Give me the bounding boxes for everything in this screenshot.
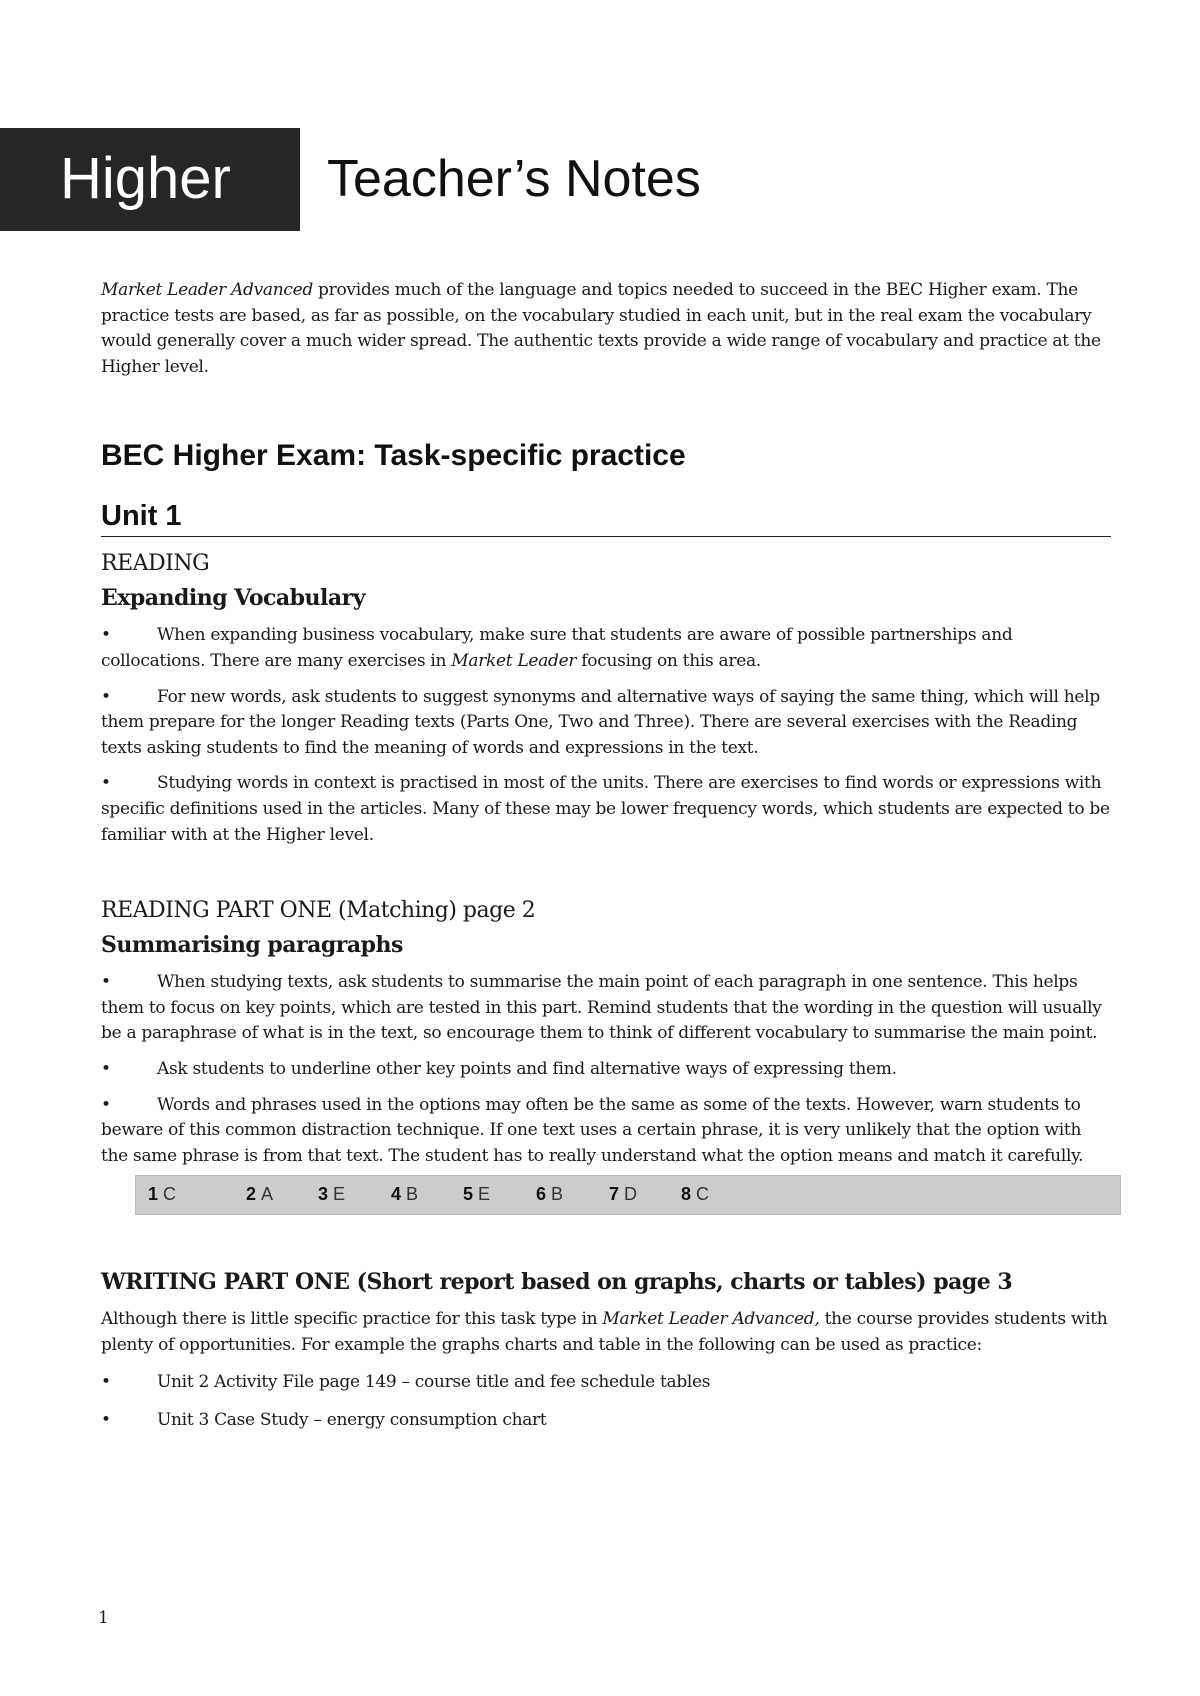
bullet-marker: • xyxy=(101,1058,111,1079)
answer-key xyxy=(135,1175,1121,1215)
reading-heading: READING xyxy=(101,551,210,577)
page-title: Teacher’s Notes xyxy=(327,150,701,208)
writing-part-one-heading: WRITING PART ONE (Short report based on graphs, charts or tables) page 3 xyxy=(101,1269,1013,1296)
answer-item: 3 E xyxy=(318,1184,346,1205)
list-item: • Unit 3 Case Study – energy consumption chart xyxy=(101,1408,1111,1434)
list-item: • For new words, ask students to suggest synonyms and alternative ways of saying the same thing, which will help them prepare for the longer Reading texts (Parts One, Two and Three). There are several exercises with the Reading texts asking students to find the meaning of words and expressions in the text. xyxy=(101,686,1100,758)
intro-paragraph xyxy=(101,278,1111,380)
bullet-marker: • xyxy=(101,773,111,794)
page-number: 1 xyxy=(98,1608,109,1628)
header-band-label: Higher xyxy=(60,146,231,211)
writing-paragraph: Although there is little specific practice for this task type in Market Leader Advanced, the course provides students with plenty of opportunities. For example the graphs charts and table in the following can be used as practice: xyxy=(101,1309,1108,1355)
intro-book-title: Market Leader Advanced xyxy=(101,280,313,300)
answer-item: 4 B xyxy=(391,1184,419,1205)
answer-item: 2 A xyxy=(246,1184,274,1205)
list-item: • Words and phrases used in the options may often be the same as some of the texts. However, warn students to beware of this common distraction technique. If one text uses a certain phrase, it is very unlikely that the option with the same phrase is from that text. The student has to really understand what the option means and match it carefully. xyxy=(101,1094,1084,1166)
answer-item: 7 D xyxy=(609,1184,638,1205)
bullet-marker: • xyxy=(101,972,111,993)
bullet-marker: • xyxy=(101,1372,111,1393)
answer-item: 5 E xyxy=(463,1184,491,1205)
list-item: • Unit 2 Activity File page 149 – course title and fee schedule tables xyxy=(101,1370,1111,1396)
reading-part-one-heading: READING PART ONE (Matching) page 2 xyxy=(101,898,536,924)
intro-text: provides much of the language and topics needed to succeed in the BEC Higher exam. The practice tests are based, as far as possible, on the vocabulary studied in each unit, but in the real exam the vocabulary would generally cover a much wider spread. The authentic texts provide a wide range of vocabulary and practice at the Higher level. xyxy=(101,280,1101,377)
list-item: • When studying texts, ask students to summarise the main point of each paragraph in one sentence. This helps them to focus on key points, which are tested in this part. Remind students that the wording in the question will usually be a paraphrase of what is in the text, so encourage them to think of different vocabulary to summarise the main point. xyxy=(101,972,1102,1044)
list-item: • Ask students to underline other key points and find alternative ways of expressing them. xyxy=(101,1057,1111,1083)
bullet-marker: • xyxy=(101,686,111,707)
document-body xyxy=(101,278,1111,1446)
bullet-marker: • xyxy=(101,625,111,646)
reading-part-one-subheading: Summarising paragraphs xyxy=(101,932,403,959)
answer-item: 8 C xyxy=(681,1184,710,1205)
answer-item: 6 B xyxy=(536,1184,564,1205)
reading-subheading: Expanding Vocabulary xyxy=(101,585,366,612)
list-item: • When expanding business vocabulary, make sure that students are aware of possible partnerships and collocations. There are many exercises in Market Leader focusing on this area. xyxy=(101,625,1013,671)
bullet-marker: • xyxy=(101,1094,111,1115)
list-item: • Studying words in context is practised in most of the units. There are exercises to find words or expressions with specific definitions used in the articles. Many of these may be lower frequency words, which students are expected to be familiar with at the Higher level. xyxy=(101,773,1110,845)
book-title: Market Leader Advanced, xyxy=(602,1309,820,1330)
answer-item: 1 C xyxy=(148,1184,177,1205)
bullet-marker: • xyxy=(101,1410,111,1431)
book-title: Market Leader xyxy=(451,650,577,671)
unit-heading: Unit 1 xyxy=(101,498,1111,537)
exam-heading: BEC Higher Exam: Task-specific practice xyxy=(101,439,686,473)
